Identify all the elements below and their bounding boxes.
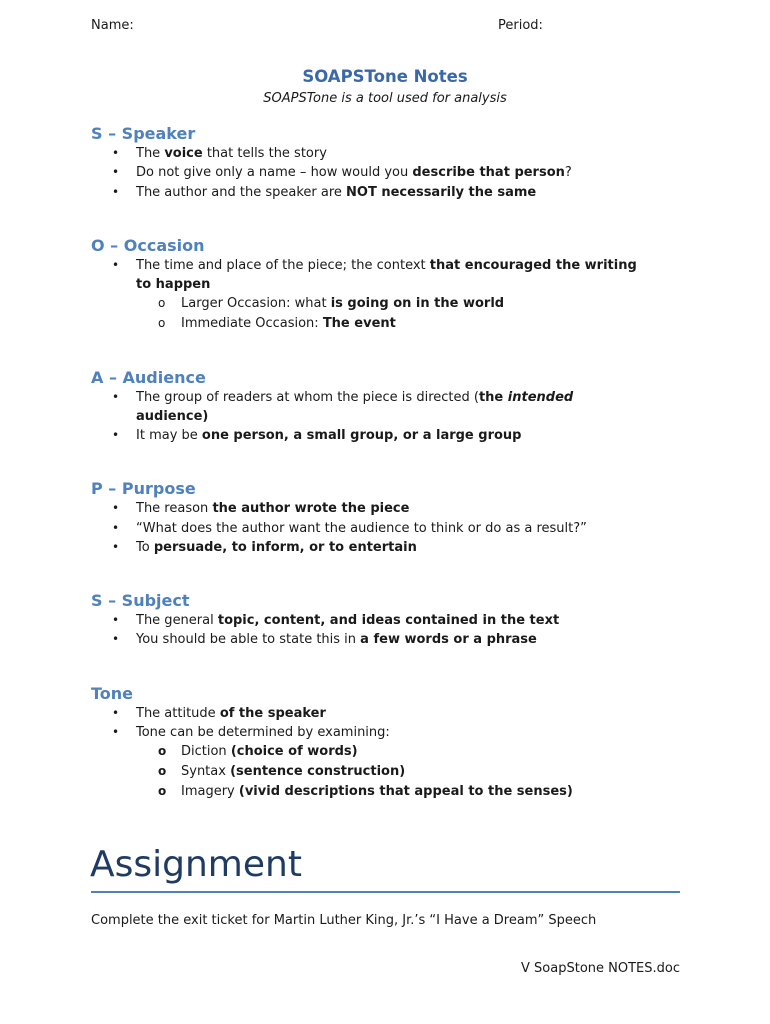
- footer-filename: V SoapStone NOTES.doc: [521, 961, 680, 976]
- tone-heading: Tone: [91, 684, 134, 703]
- subject-item-2: You should be able to state this in a few words or a phrase: [136, 632, 537, 647]
- bullet: •: [112, 185, 120, 199]
- period-label: Period:: [498, 18, 543, 33]
- assignment-heading: Assignment: [90, 844, 302, 885]
- subject-heading: S – Subject: [91, 591, 190, 610]
- bullet: •: [112, 428, 120, 442]
- assignment-rule: [91, 891, 680, 893]
- page-subtitle: SOAPSTone is a tool used for analysis: [263, 91, 507, 106]
- speaker-item-1: The voice that tells the story: [136, 146, 327, 161]
- bullet: •: [112, 501, 120, 515]
- bullet: •: [112, 706, 120, 720]
- bullet: •: [112, 632, 120, 646]
- occasion-item-1-cont: to happen: [136, 277, 211, 292]
- purpose-item-1: The reason the author wrote the piece: [136, 501, 410, 516]
- bullet: •: [112, 165, 120, 179]
- audience-item-1: The group of readers at whom the piece is directed (the intended: [136, 390, 574, 405]
- audience-item-2: It may be one person, a small group, or a large group: [136, 428, 522, 443]
- occasion-sub-1: Larger Occasion: what is going on in the world: [181, 296, 505, 311]
- bullet: •: [112, 390, 120, 404]
- audience-item-1-cont: audience): [136, 409, 209, 424]
- bullet: •: [112, 258, 120, 272]
- speaker-heading: S – Speaker: [91, 124, 196, 143]
- sub-bullet: o: [158, 296, 166, 310]
- speaker-item-2: Do not give only a name – how would you describe that person?: [136, 165, 572, 180]
- bullet: •: [112, 613, 120, 627]
- audience-heading: A – Audience: [91, 368, 206, 387]
- subject-item-1: The general topic, content, and ideas contained in the text: [136, 613, 560, 628]
- speaker-item-3: The author and the speaker are NOT necessarily the same: [136, 185, 537, 200]
- sub-bullet: o: [158, 744, 167, 758]
- tone-sub-1: Diction (choice of words): [181, 744, 358, 759]
- tone-sub-2: Syntax (sentence construction): [181, 764, 406, 779]
- sub-bullet: o: [158, 316, 166, 330]
- purpose-heading: P – Purpose: [91, 479, 196, 498]
- bullet: •: [112, 146, 120, 160]
- tone-item-1: The attitude of the speaker: [136, 706, 326, 721]
- assignment-instruction: Complete the exit ticket for Martin Luther King, Jr.’s “I Have a Dream” Speech: [91, 913, 597, 928]
- tone-sub-3: Imagery (vivid descriptions that appeal to the senses): [181, 784, 573, 799]
- purpose-item-2: “What does the author want the audience to think or do as a result?”: [136, 521, 587, 536]
- bullet: •: [112, 725, 120, 739]
- purpose-item-3: To persuade, to inform, or to entertain: [136, 540, 417, 555]
- sub-bullet: o: [158, 764, 167, 778]
- sub-bullet: o: [158, 784, 167, 798]
- occasion-sub-2: Immediate Occasion: The event: [181, 316, 396, 331]
- name-label: Name:: [91, 18, 134, 33]
- bullet: •: [112, 521, 120, 535]
- occasion-heading: O – Occasion: [91, 236, 205, 255]
- bullet: •: [112, 540, 120, 554]
- page-title: SOAPSTone Notes: [302, 67, 468, 86]
- occasion-item-1: The time and place of the piece; the context that encouraged the writing: [136, 258, 637, 273]
- tone-item-2: Tone can be determined by examining:: [136, 725, 390, 740]
